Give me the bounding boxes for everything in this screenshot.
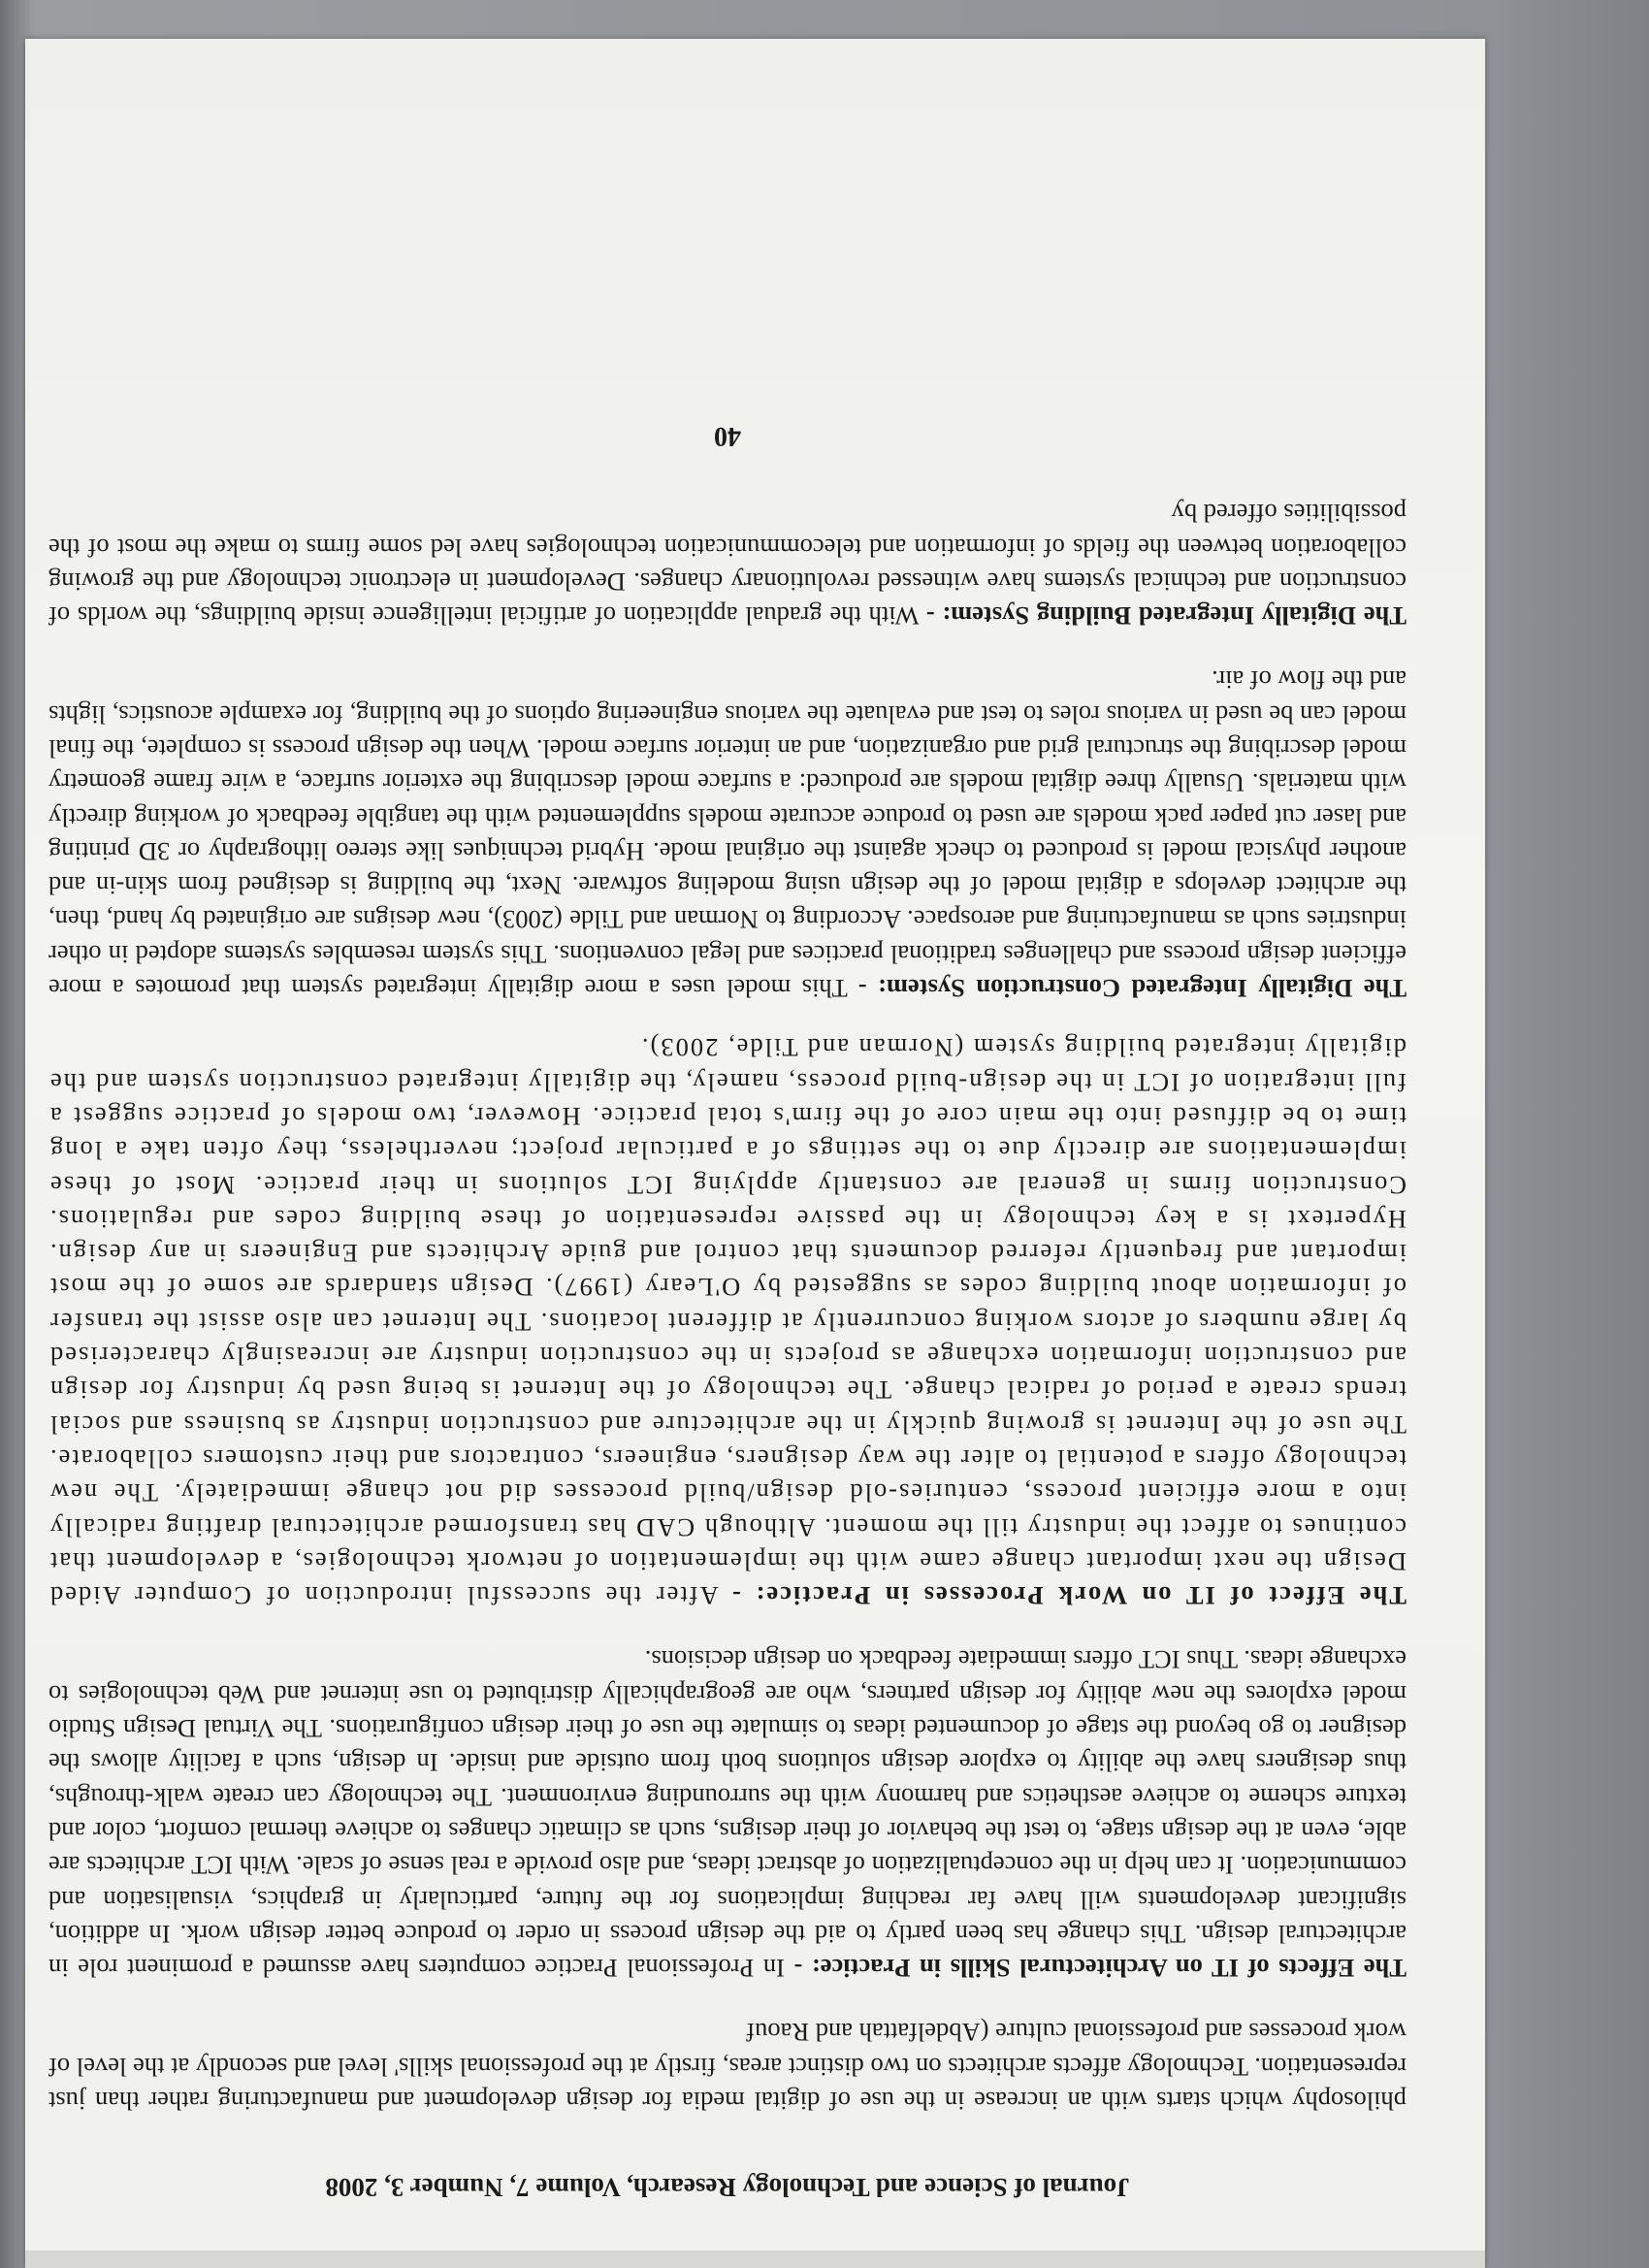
section-text: After the successful introduction of Computer Aided Design the next important change came with the implementation of network technologies, a development that continues to affect the industry till the moment. Although CAD has transformed architectural drafting radically into a more efficient process, centuries-old design/build processes did not change immediately. The new technology offers a potential to alter the way designers, engineers, contractors and their customers collaborate. The use of the Internet is growing quickly in the architecture and construction industry as business and social trends create a period of radical change. The technology of the Internet is being used by industry for design and construction information exchange as projects in the construction industry are increasingly characterised by large numbers of actors working concurrently at different locations. The Internet can also assist the transfer of information about building codes as suggested by O'Leary (1997). Design standards are some of the most important and frequently referred documents that control and guide Architects and Engineers in any design. Hypertext is a key technology in the passive representation of these building codes and regulations. Construction firms in general are constantly applying ICT solutions in their practice. Most of these implementations are directly due to the settings of a particular project; nevertheless, they often take a long time to be diffused into the main core of the firm's total practice. However, two models of practice suggest a full integration of ICT in the design-build process, namely, the digitally integrated construction system and the digitally integrated building system (Norman and Tilde, 2003). bbox=[48, 1033, 1406, 1611]
section-work-processes bbox=[48, 1030, 1406, 1612]
page-bottom-edge bbox=[25, 2251, 1485, 2268]
section-heading: The Digitally Integrated Building System: - bbox=[925, 601, 1406, 632]
page-number: 40 bbox=[714, 420, 741, 451]
intro-paragraph bbox=[48, 2015, 1406, 2118]
section-building-system bbox=[48, 496, 1406, 632]
section-text: With the gradual application of artificial intelligence inside buildings, the worlds of construction and technical systems have witnessed revolutionary changes. Development in electronic technology and the growing collaboration between the fields of information and telecommunication technologies have led some firms to make the most of the possibilities offered by bbox=[48, 499, 1406, 632]
page-content-inverted bbox=[48, 116, 1406, 2202]
section-text: This model uses a more digitally integrated system that promotes a more efficient design process and challenges traditional practices and legal conventions. This system resembles systems adopted in other industries such as manufacturing and aerospace. According to Norman and Tilde (2003), new designs are originated by hand, then, the architect develops a digital model of the design using modeling software. Next, the building is designed from skin-in and another physical model is produced to check against the original mode. Hybrid techniques like stereo lithography or 3D printing and laser cut paper pack models are used to produce accurate models supplemented with the tangible feedback of working directly with materials. Usually three digital models are produced: a surface model describing the exterior surface, a wire frame geometry model describing the structural grid and organization, and an interior surface model. When the design process is complete, the final model can be used in various roles to test and evaluate the various engineering options of the building, for example acoustics, lights and the flow of air. bbox=[48, 665, 1406, 1004]
section-heading: The Effect of IT on Work Processes in Practice: - bbox=[730, 1581, 1406, 1611]
journal-header: Journal of Science and Technology Research, Volume 7, Number 3, 2008 bbox=[325, 2173, 1130, 2202]
section-architectural-skills bbox=[48, 1642, 1406, 1985]
section-heading: The Digitally Integrated Construction System: - bbox=[857, 974, 1406, 1004]
intro-text: philosophy which starts with an increase in the use of digital media for design development and manufacturing rather than just representation. Technology affects architects on two distinct areas, firstly at the professional skills' level and secondly at the level of work processes and professional culture (Abdelfattah and Raouf bbox=[48, 2018, 1406, 2116]
section-construction-system bbox=[48, 663, 1406, 1005]
section-text: In Professional Practice computers have assumed a prominent role in architectural design. This change has been partly to aid the design process in order to produce better design work. In addition, significant developments will have far reaching implications for the future, particularly in graphics, visualisation and communication. It can help in the conceptualization of abstract ideas, and also provide a real sense of scale. With ICT architects are able, even at the design stage, to test the behavior of their designs, such as climatic changes to achieve thermal comfort, color and texture scheme to achieve aesthetics and harmony with the surrounding environment. The technology can create walk-throughs, thus designers have the ability to explore design solutions both from outside and inside. In design, such a facility allows the designer to go beyond the stage of documented ideas to simulate the use of their design configurations. The Virtual Design Studio model explores the new ability for design partners, who are geographically distributed to use internet and Web technologies to exchange ideas. Thus ICT offers immediate feedback on design decisions. bbox=[48, 1645, 1406, 1984]
section-heading: The Effects of IT on Architectural Skills in Practice: - bbox=[793, 1954, 1406, 1984]
